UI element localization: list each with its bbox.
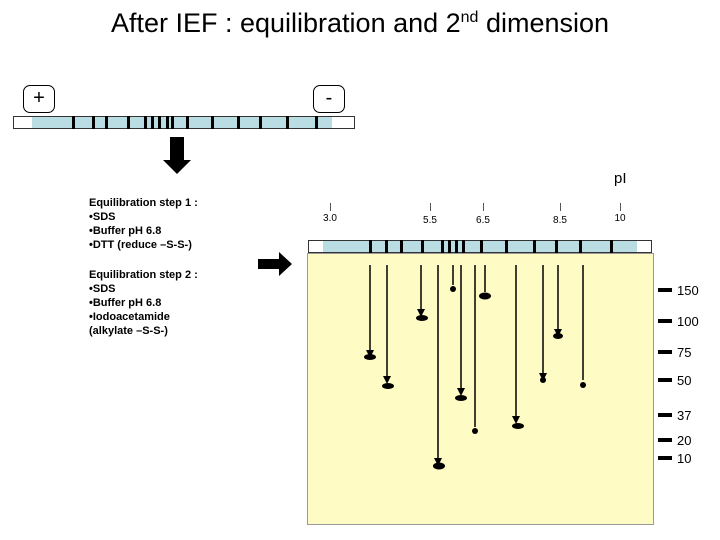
mw-marker-label: 50 [677,373,692,388]
protein-spot [580,382,586,388]
down-arrow-icon [163,137,191,174]
protein-spot [364,354,376,360]
protein-spot [382,383,394,389]
mw-marker-label: 75 [677,345,692,360]
cathode-minus-label: - [313,85,345,113]
ph-tick-label: 8.5 [553,215,567,226]
pi-label: pI [614,170,627,187]
mw-marker-label: 100 [677,314,699,329]
protein-spot [433,463,445,470]
protein-spot [540,377,546,383]
protein-spot [416,315,428,321]
mw-marker-label: 150 [677,283,699,298]
mw-marker-label: 20 [677,433,692,448]
protein-spot [472,428,478,434]
protein-spot [479,293,491,300]
protein-spot [512,423,524,429]
ph-tick-label: 6.5 [476,215,490,226]
right-arrow-icon [258,252,292,276]
ph-tick-label: 10 [614,213,626,224]
ph-tick-label: 3.0 [323,213,337,224]
protein-spot [455,395,467,401]
ph-tick-label: 5.5 [423,215,437,226]
equilibration-step-2: Equilibration step 2 : •SDS •Buffer pH 6.8 •Iodoacetamide (alkylate –S-S-) [89,269,198,337]
slide-title: After IEF : equilibration and 2nd dimension [110,8,610,38]
protein-spot [450,286,456,292]
mw-marker-label: 10 [677,451,692,466]
mw-marker-label: 37 [677,408,692,423]
protein-spot [553,333,563,339]
anode-plus-label: + [23,85,55,113]
equilibration-step-1: Equilibration step 1 : •SDS •Buffer pH 6.8 •DTT (reduce –S-S-) [89,197,198,251]
